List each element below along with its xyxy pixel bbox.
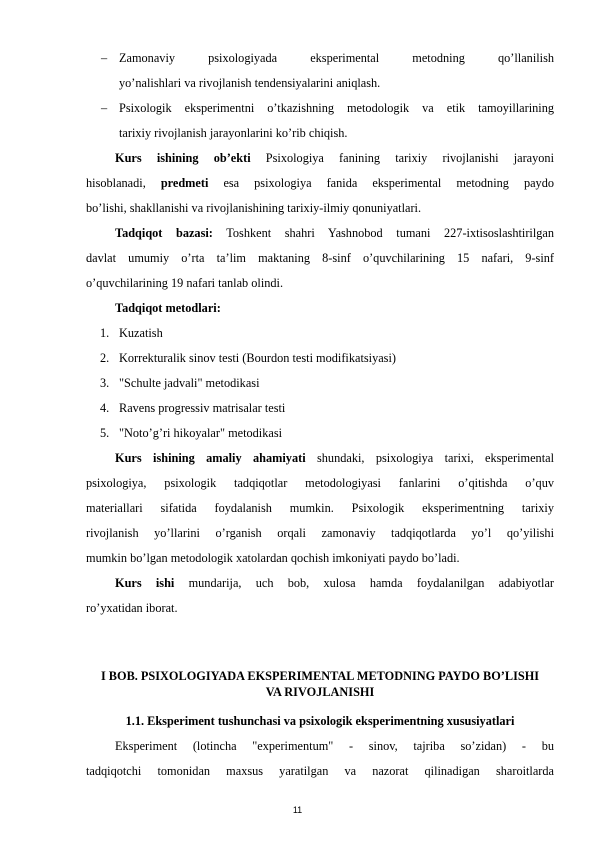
chapter-paragraph-line-2: tadqiqotchi tomonidan maxsus yaratilgan va nazorat qilinadigan sharoitlarda — [86, 764, 554, 778]
subject-label: predmeti — [160, 176, 209, 190]
practical-label: Kurs ishining amaliy ahamiyati — [115, 451, 306, 465]
chapter-paragraph-line-1: Eksperiment (lotincha "experimentum" - sinov, tajriba so’zidan) - bu — [115, 739, 554, 753]
object-line-3: bo’lishi, shakllanishi va rivojlanishining tarixiy-ilmiy qonuniyatlari. — [86, 201, 422, 215]
practical-line-1: Kurs ishining amaliy ahamiyati shundaki, psixologiya tarixi, eksperimental — [115, 451, 554, 465]
spacer — [86, 621, 554, 668]
object-line-1: Kurs ishining ob’ekti Psixologiya fanining tarixiy rivojlanishi jarayoni — [115, 151, 554, 165]
base-line-1: Tadqiqot bazasi: Toshkent shahri Yashnobod tumani 227-ixtisoslashtirilgan — [115, 226, 554, 240]
methods-heading: Tadqiqot metodlari: — [115, 301, 221, 315]
bullet-1-line-2: yo’nalishlari va rivojlanish tendensiyalarini aniqlash. — [119, 76, 381, 90]
base-label: Tadqiqot bazasi: — [115, 226, 213, 240]
bullet-2-line-2: tarixiy rivojlanish jarayonlarini ko’rib chiqish. — [119, 126, 348, 140]
spacer — [86, 700, 554, 709]
structure-line-2: ro’yxatidan iborat. — [86, 601, 178, 615]
section-title: 1.1. Eksperiment tushunchasi va psixologik eksperimentning xususiyatlari — [125, 714, 515, 728]
practical-line-5: mumkin bo’lgan metodologik xatolardan qochish imkoniyati paydo bo’ladi. — [86, 551, 460, 565]
method-item: 4. Ravens progressiv matrisalar testi — [100, 401, 286, 415]
practical-line-4: rivojlanish yo’llarini o’rganish orqali zamonaviy tadqiqotlarda yo’l qo’yilishi — [86, 526, 554, 540]
dash-bullet-icon: – — [101, 101, 108, 115]
method-item: 1. Kuzatish — [100, 326, 163, 340]
practical-line-3: materiallari sifatida foydalanish mumkin. Psixologik eksperimentning tarixiy — [86, 501, 554, 515]
method-item: 3. "Schulte jadvali" metodikasi — [100, 376, 260, 390]
dash-bullet-icon: – — [101, 51, 108, 65]
object-line-2: hisoblanadi, predmeti esa psixologiya fanida eksperimental metodning paydo — [86, 176, 554, 190]
object-label: Kurs ishining ob’ekti — [115, 151, 251, 165]
base-line-2: davlat umumiy o’rta ta’lim maktaning 8-sinf o’quvchilarining 15 nafari, 9-sinf — [86, 251, 554, 265]
base-line-3: o’quvchilarining 19 nafari tanlab olindi. — [86, 276, 284, 290]
method-item: 5. "Noto’g’ri hikoyalar" metodikasi — [100, 426, 283, 440]
structure-label: Kurs ishi — [115, 576, 175, 590]
page-content — [86, 46, 554, 784]
bullet-1-line-1: – Zamonaviy psixologiyada eksperimental metodning qo’llanilish — [86, 46, 554, 71]
chapter-title: I BOB. PSIXOLOGIYADA EKSPERIMENTAL METODNING PAYDO BO’LISHI VA RIVOJLANISHI — [100, 669, 540, 699]
page-number: 11 — [292, 805, 303, 815]
practical-line-2: psixologiya, psixologik tadqiqotlar metodologiyasi fanlarini o’qitishda o’quv — [86, 476, 554, 490]
structure-line-1: Kurs ishi mundarija, uch bob, xulosa hamda foydalanilgan adabiyotlar — [115, 576, 554, 590]
bullet-2-line-1: – Psixologik eksperimentni o’tkazishning metodologik va etik tamoyillarining — [86, 96, 554, 121]
method-item: 2. Korrekturalik sinov testi (Bourdon testi modifikatsiyasi) — [100, 351, 396, 365]
